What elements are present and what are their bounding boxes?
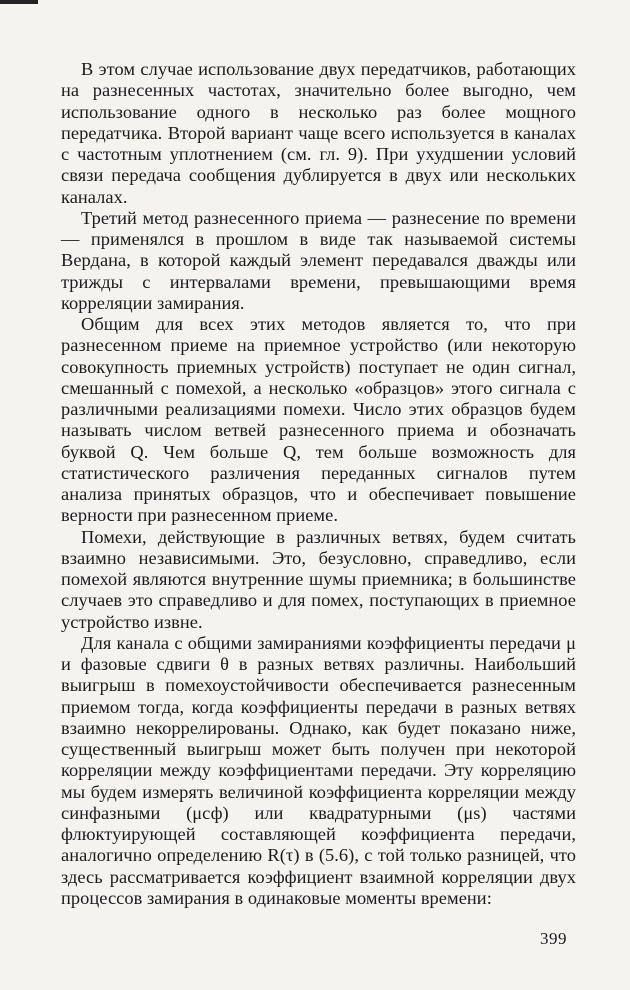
paragraph-2: Третий метод разнесенного приема — разнесение по времени — применялся в прошлом в виде так называемой системы Вердана, в которой каждый элемент передавался дважды или трижды с интервалами времени, превышающими время корреляции замирания.	[61, 207, 576, 313]
paragraph-1: В этом случае использование двух передатчиков, работающих на разнесенных частотах, значительно более выгодно, чем использование одного в несколько раз более мощного передатчика. Второй вариант чаще всего используется в каналах с частотным уплотнением (см. гл. 9). При ухудшении условий связи передача сообщения дублируется в двух или нескольких каналах.	[61, 59, 576, 207]
page-text-body	[61, 59, 576, 909]
paragraph-5: Для канала с общими замираниями коэффициенты передачи μ и фазовые сдвиги θ в разных ветвях различны. Наибольший выигрыш в помехоустойчивости обеспечивается разнесенным приемом тогда, когда коэффициенты передачи в разных ветвях взаимно некоррелированы. Однако, как будет показано ниже, существенный выигрыш может быть получен при некоторой корреляции между коэффициентами передачи. Эту корреляцию мы будем измерять величиной коэффициента корреляции между синфазными (μсф) или квадратурными (μs) частями флюктуирующей составляющей коэффициента передачи, аналогично определению R(τ) в (5.6), с той только разницей, что здесь рассматривается коэффициент взаимной корреляции двух процессов замирания в одинаковые моменты времени:	[61, 632, 576, 908]
paragraph-4: Помехи, действующие в различных ветвях, будем считать взаимно независимыми. Это, безусловно, справедливо, если помехой являются внутренние шумы приемника; в большинстве случаев это справедливо и для помех, поступающих в приемное устройство извне.	[61, 526, 576, 632]
page-number: 399	[540, 929, 567, 948]
scan-edge-mark	[0, 0, 38, 4]
paragraph-3: Общим для всех этих методов является то, что при разнесенном приеме на приемное устройство (или некоторую совокупность приемных устройств) поступает не один сигнал, смешанный с помехой, а несколько «образцов» этого сигнала с различными реализациями помехи. Число этих образцов будем называть числом ветвей разнесенного приема и обозначать буквой Q. Чем больше Q, тем больше возможность для статистического различения переданных сигналов путем анализа принятых образцов, что и обеспечивает повышение верности при разнесенном приеме.	[61, 314, 576, 526]
